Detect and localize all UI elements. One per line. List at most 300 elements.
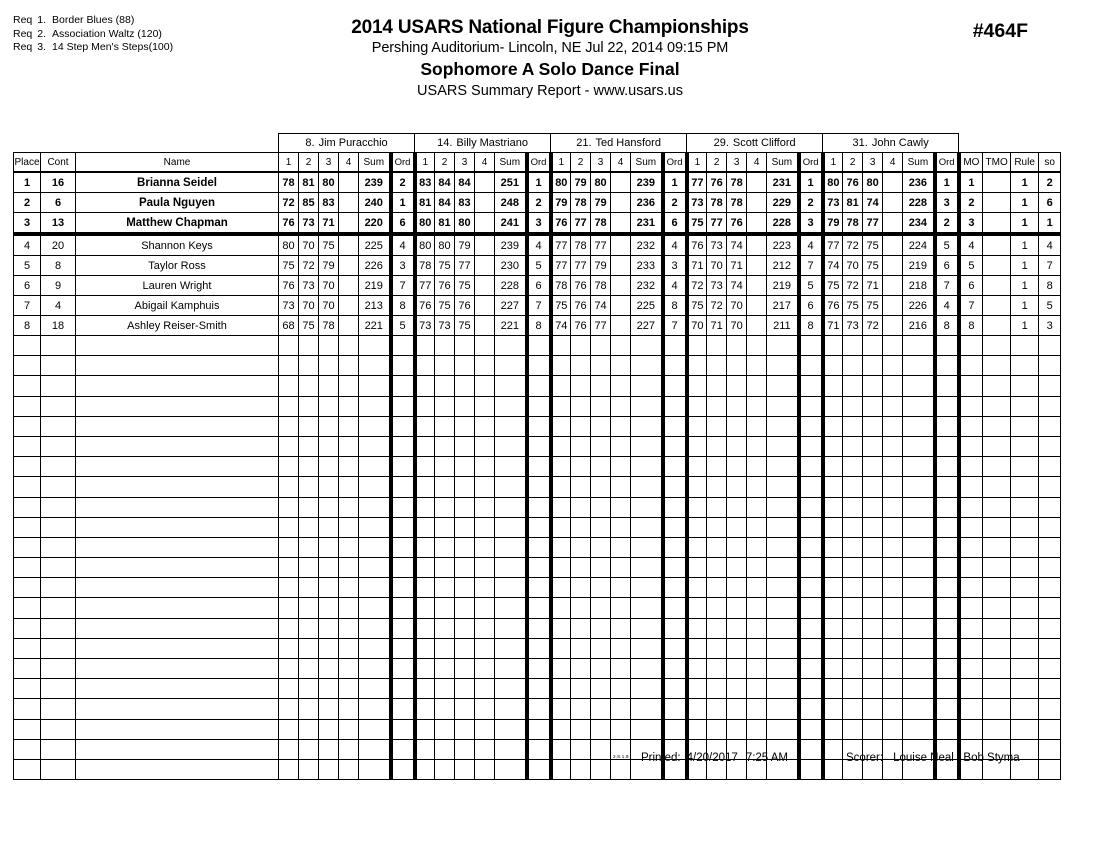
cell-empty <box>527 679 551 699</box>
cell-empty <box>1011 618 1039 638</box>
cell-score: 75 <box>863 234 883 256</box>
cell-empty <box>391 396 415 416</box>
cell-empty <box>339 578 359 598</box>
cell-empty <box>935 416 959 436</box>
cell-empty <box>631 598 663 618</box>
cell-empty <box>551 638 571 658</box>
cell-empty <box>883 376 903 396</box>
cell-ord: 7 <box>663 316 687 336</box>
cell-ord: 2 <box>799 193 823 213</box>
cell-ord: 6 <box>527 276 551 296</box>
cell-empty <box>76 497 279 517</box>
cell-empty <box>299 679 319 699</box>
cell-empty <box>319 659 339 679</box>
cell-empty <box>14 457 41 477</box>
table-row-empty <box>14 679 1061 699</box>
cell-empty <box>631 659 663 679</box>
cell-score: 75 <box>687 296 707 316</box>
cell-empty <box>41 497 76 517</box>
cell-empty <box>687 497 707 517</box>
col-header-2: 2 <box>707 153 727 173</box>
cell-score <box>611 296 631 316</box>
cell-empty <box>983 638 1011 658</box>
table-row-empty <box>14 477 1061 497</box>
cell-sum: 227 <box>495 296 527 316</box>
cell-ord: 1 <box>799 172 823 193</box>
cell-empty <box>591 679 611 699</box>
cell-empty <box>571 356 591 376</box>
cell-empty <box>767 336 799 356</box>
cell-empty <box>359 578 391 598</box>
cell-empty <box>1011 578 1039 598</box>
cell-ord: 7 <box>527 296 551 316</box>
cell-empty <box>707 537 727 557</box>
cell-sum: 236 <box>903 172 935 193</box>
cell-empty <box>551 659 571 679</box>
cell-empty <box>76 558 279 578</box>
cell-empty <box>279 659 299 679</box>
cell-empty <box>687 477 707 497</box>
cell-empty <box>299 578 319 598</box>
cell-empty <box>1039 679 1061 699</box>
cell-empty <box>823 598 843 618</box>
cell-empty <box>983 699 1011 719</box>
cell-score <box>883 256 903 276</box>
table-row <box>14 234 1061 256</box>
cell-empty <box>935 679 959 699</box>
cell-empty <box>903 618 935 638</box>
cell-empty <box>611 376 631 396</box>
cell-empty <box>551 497 571 517</box>
cell-place: 6 <box>14 276 41 296</box>
cell-empty <box>41 517 76 537</box>
cell-empty <box>959 416 983 436</box>
cell-empty <box>591 537 611 557</box>
cell-empty <box>935 699 959 719</box>
cell-sum: 228 <box>903 193 935 213</box>
cell-empty <box>843 356 863 376</box>
printed-label: Printed: <box>641 752 681 764</box>
cell-empty <box>319 356 339 376</box>
cell-empty <box>883 517 903 537</box>
cell-empty <box>799 416 823 436</box>
cell-empty <box>687 436 707 456</box>
cell-so: 1 <box>1039 213 1061 235</box>
cell-empty <box>631 477 663 497</box>
cell-empty <box>799 537 823 557</box>
cell-empty <box>663 679 687 699</box>
cell-ord: 4 <box>799 234 823 256</box>
cell-empty <box>707 699 727 719</box>
cell-empty <box>435 618 455 638</box>
cell-score: 75 <box>551 296 571 316</box>
col-header-3: 3 <box>591 153 611 173</box>
cell-empty <box>495 699 527 719</box>
cell-empty <box>415 679 435 699</box>
cell-ord: 7 <box>935 276 959 296</box>
cell-empty <box>663 336 687 356</box>
cell-name: Matthew Chapman <box>76 213 279 235</box>
cell-empty <box>391 376 415 396</box>
cell-score: 78 <box>727 172 747 193</box>
cell-empty <box>1039 659 1061 679</box>
cell-empty <box>727 396 747 416</box>
cell-empty <box>843 659 863 679</box>
cell-empty <box>14 558 41 578</box>
cell-sum: 229 <box>767 193 799 213</box>
cell-empty <box>935 396 959 416</box>
cell-place: 2 <box>14 193 41 213</box>
cell-score <box>475 256 495 276</box>
event-title: Sophomore A Solo Dance Final <box>420 59 680 79</box>
cell-empty <box>1039 396 1061 416</box>
cell-empty <box>475 497 495 517</box>
requirements-list <box>13 14 173 55</box>
cell-empty <box>359 376 391 396</box>
cell-empty <box>415 356 435 376</box>
cell-score: 80 <box>823 172 843 193</box>
cell-empty <box>495 416 527 436</box>
cell-empty <box>76 436 279 456</box>
cell-empty <box>551 618 571 638</box>
cell-empty <box>799 477 823 497</box>
cell-empty <box>41 638 76 658</box>
cell-ord: 2 <box>935 213 959 235</box>
cell-empty <box>843 679 863 699</box>
cell-empty <box>631 336 663 356</box>
cell-empty <box>455 416 475 436</box>
requirement-line <box>13 14 173 28</box>
cell-place: 8 <box>14 316 41 336</box>
requirement-label: Req <box>13 14 33 26</box>
cell-empty <box>687 356 707 376</box>
cell-sum: 219 <box>903 256 935 276</box>
cell-empty <box>823 719 843 739</box>
cell-empty <box>611 598 631 618</box>
cell-empty <box>391 618 415 638</box>
cell-empty <box>959 598 983 618</box>
cell-score: 70 <box>319 276 339 296</box>
cell-so: 5 <box>1039 296 1061 316</box>
cell-empty <box>299 396 319 416</box>
cell-empty <box>76 699 279 719</box>
cell-score: 78 <box>415 256 435 276</box>
cell-empty <box>495 618 527 638</box>
cell-empty <box>1011 356 1039 376</box>
cell-empty <box>591 457 611 477</box>
cell-empty <box>435 537 455 557</box>
cell-empty <box>475 618 495 638</box>
table-row-empty <box>14 497 1061 517</box>
cell-mo: 8 <box>959 316 983 336</box>
cell-empty <box>495 497 527 517</box>
cell-score: 78 <box>551 276 571 296</box>
cell-empty <box>823 356 843 376</box>
cell-empty <box>959 578 983 598</box>
cell-empty <box>903 578 935 598</box>
cell-place: 4 <box>14 234 41 256</box>
cell-score <box>475 193 495 213</box>
cell-score: 72 <box>299 256 319 276</box>
cell-empty <box>983 457 1011 477</box>
cell-ord: 4 <box>391 234 415 256</box>
col-header-4: 4 <box>611 153 631 173</box>
cell-score: 74 <box>591 296 611 316</box>
cell-empty <box>747 598 767 618</box>
cell-empty <box>631 497 663 517</box>
cell-empty <box>591 659 611 679</box>
cell-score: 76 <box>823 296 843 316</box>
cell-empty <box>551 336 571 356</box>
cell-empty <box>455 558 475 578</box>
cell-empty <box>1039 497 1061 517</box>
requirement-number: 1. <box>37 14 47 26</box>
cell-rule: 1 <box>1011 296 1039 316</box>
cell-empty <box>527 719 551 739</box>
cell-empty <box>631 558 663 578</box>
cell-empty <box>391 659 415 679</box>
cell-score: 83 <box>455 193 475 213</box>
cell-empty <box>1039 436 1061 456</box>
cell-place: 5 <box>14 256 41 276</box>
cell-empty <box>571 497 591 517</box>
cell-empty <box>611 436 631 456</box>
cell-empty <box>687 558 707 578</box>
cell-empty <box>14 578 41 598</box>
cell-sum: 226 <box>359 256 391 276</box>
cell-empty <box>279 537 299 557</box>
cell-empty <box>41 679 76 699</box>
cell-empty <box>339 598 359 618</box>
cell-empty <box>299 659 319 679</box>
cell-empty <box>631 356 663 376</box>
cell-ord: 8 <box>663 296 687 316</box>
cell-empty <box>1039 336 1061 356</box>
cell-empty <box>903 396 935 416</box>
cell-empty <box>843 638 863 658</box>
cell-empty <box>14 436 41 456</box>
cell-ord: 3 <box>391 256 415 276</box>
cell-ord: 1 <box>391 193 415 213</box>
col-header-sum: Sum <box>767 153 799 173</box>
cell-empty <box>863 638 883 658</box>
cell-empty <box>415 436 435 456</box>
cell-empty <box>1011 659 1039 679</box>
cell-empty <box>455 477 475 497</box>
cell-empty <box>76 416 279 436</box>
cell-empty <box>339 638 359 658</box>
cell-empty <box>415 457 435 477</box>
cell-empty <box>339 376 359 396</box>
judge-name: Ted Hansford <box>595 137 661 149</box>
cell-score: 72 <box>863 316 883 336</box>
cell-empty <box>843 578 863 598</box>
cell-score: 79 <box>823 213 843 235</box>
requirement-line <box>13 41 173 55</box>
cell-empty <box>611 477 631 497</box>
cell-empty <box>883 396 903 416</box>
cell-empty <box>391 416 415 436</box>
cell-empty <box>663 598 687 618</box>
cell-sum: 251 <box>495 172 527 193</box>
cell-ord: 3 <box>935 193 959 213</box>
cell-empty <box>571 537 591 557</box>
cell-empty <box>687 659 707 679</box>
cell-empty <box>455 659 475 679</box>
cell-empty <box>687 638 707 658</box>
cell-place: 7 <box>14 296 41 316</box>
cell-score: 70 <box>727 316 747 336</box>
cell-score: 75 <box>455 316 475 336</box>
cell-empty <box>707 679 727 699</box>
cell-empty <box>687 396 707 416</box>
cell-empty <box>391 537 415 557</box>
cell-empty <box>591 618 611 638</box>
cell-empty <box>279 376 299 396</box>
cell-empty <box>14 598 41 618</box>
col-header-rule: Rule <box>1011 153 1039 173</box>
cell-empty <box>959 436 983 456</box>
cell-empty <box>843 336 863 356</box>
judge-number: 8. <box>305 137 315 149</box>
cell-empty <box>455 517 475 537</box>
cell-empty <box>707 558 727 578</box>
cell-empty <box>299 618 319 638</box>
cell-empty <box>391 719 415 739</box>
cell-empty <box>339 457 359 477</box>
cell-empty <box>435 578 455 598</box>
cell-score: 76 <box>843 172 863 193</box>
col-header-2: 2 <box>435 153 455 173</box>
cell-score: 76 <box>727 213 747 235</box>
cell-empty <box>455 537 475 557</box>
cell-score: 76 <box>279 276 299 296</box>
cell-empty <box>435 699 455 719</box>
cell-empty <box>611 638 631 658</box>
cell-empty <box>76 659 279 679</box>
cell-empty <box>663 376 687 396</box>
cell-empty <box>843 558 863 578</box>
cell-score: 71 <box>863 276 883 296</box>
cell-score <box>611 193 631 213</box>
cell-empty <box>663 719 687 739</box>
cell-empty <box>571 517 591 537</box>
cell-empty <box>319 719 339 739</box>
cell-empty <box>935 537 959 557</box>
cell-empty <box>799 659 823 679</box>
cell-empty <box>1011 699 1039 719</box>
cell-empty <box>475 416 495 436</box>
cell-score: 73 <box>823 193 843 213</box>
cell-empty <box>799 578 823 598</box>
cell-empty <box>359 598 391 618</box>
cell-score: 78 <box>707 193 727 213</box>
cell-empty <box>391 679 415 699</box>
judge-header <box>415 134 551 153</box>
cell-empty <box>455 719 475 739</box>
cell-empty <box>687 517 707 537</box>
cell-score: 84 <box>435 172 455 193</box>
cell-ord: 7 <box>391 276 415 296</box>
cell-empty <box>663 396 687 416</box>
requirement-label: Req <box>13 41 33 54</box>
cell-so: 7 <box>1039 256 1061 276</box>
cell-empty <box>475 396 495 416</box>
cell-score: 73 <box>707 276 727 296</box>
cell-empty <box>863 679 883 699</box>
cell-empty <box>299 477 319 497</box>
cell-empty <box>935 638 959 658</box>
cell-empty <box>663 618 687 638</box>
cell-empty <box>571 477 591 497</box>
cell-empty <box>495 517 527 537</box>
cell-empty <box>591 396 611 416</box>
cell-ord: 1 <box>935 172 959 193</box>
cell-empty <box>959 679 983 699</box>
table-row-empty <box>14 356 1061 376</box>
cell-empty <box>495 679 527 699</box>
cell-empty <box>475 537 495 557</box>
cell-score <box>611 316 631 336</box>
cell-empty <box>883 436 903 456</box>
cell-empty <box>41 457 76 477</box>
cell-empty <box>415 376 435 396</box>
cell-empty <box>863 699 883 719</box>
cell-empty <box>495 477 527 497</box>
cell-score: 75 <box>279 256 299 276</box>
judge-header <box>279 134 415 153</box>
cell-empty <box>299 336 319 356</box>
cell-empty <box>611 497 631 517</box>
cell-empty <box>591 517 611 537</box>
cell-empty <box>415 336 435 356</box>
cell-score: 77 <box>455 256 475 276</box>
cell-empty <box>41 558 76 578</box>
cell-score: 78 <box>727 193 747 213</box>
table-row-empty <box>14 558 1061 578</box>
cell-empty <box>707 396 727 416</box>
cell-empty <box>823 618 843 638</box>
cell-empty <box>76 457 279 477</box>
cell-empty <box>455 638 475 658</box>
cell-empty <box>299 416 319 436</box>
cell-score <box>883 193 903 213</box>
cell-empty <box>415 416 435 436</box>
cell-empty <box>903 659 935 679</box>
cell-empty <box>767 477 799 497</box>
cell-score: 79 <box>571 172 591 193</box>
cell-empty <box>883 598 903 618</box>
cell-empty <box>1011 537 1039 557</box>
cell-empty <box>319 638 339 658</box>
cell-empty <box>299 598 319 618</box>
cell-empty <box>767 457 799 477</box>
cell-empty <box>571 396 591 416</box>
cell-empty <box>279 719 299 739</box>
cell-empty <box>391 638 415 658</box>
cell-score: 73 <box>843 316 863 336</box>
cell-score: 80 <box>863 172 883 193</box>
cell-empty <box>687 598 707 618</box>
cell-empty <box>707 719 727 739</box>
cell-tmo <box>983 316 1011 336</box>
requirement-text: Border Blues (88) <box>52 14 135 26</box>
requirement-number: 3. <box>37 41 47 54</box>
cell-sum: 220 <box>359 213 391 235</box>
cell-empty <box>391 517 415 537</box>
cell-empty <box>883 618 903 638</box>
cell-empty <box>14 477 41 497</box>
